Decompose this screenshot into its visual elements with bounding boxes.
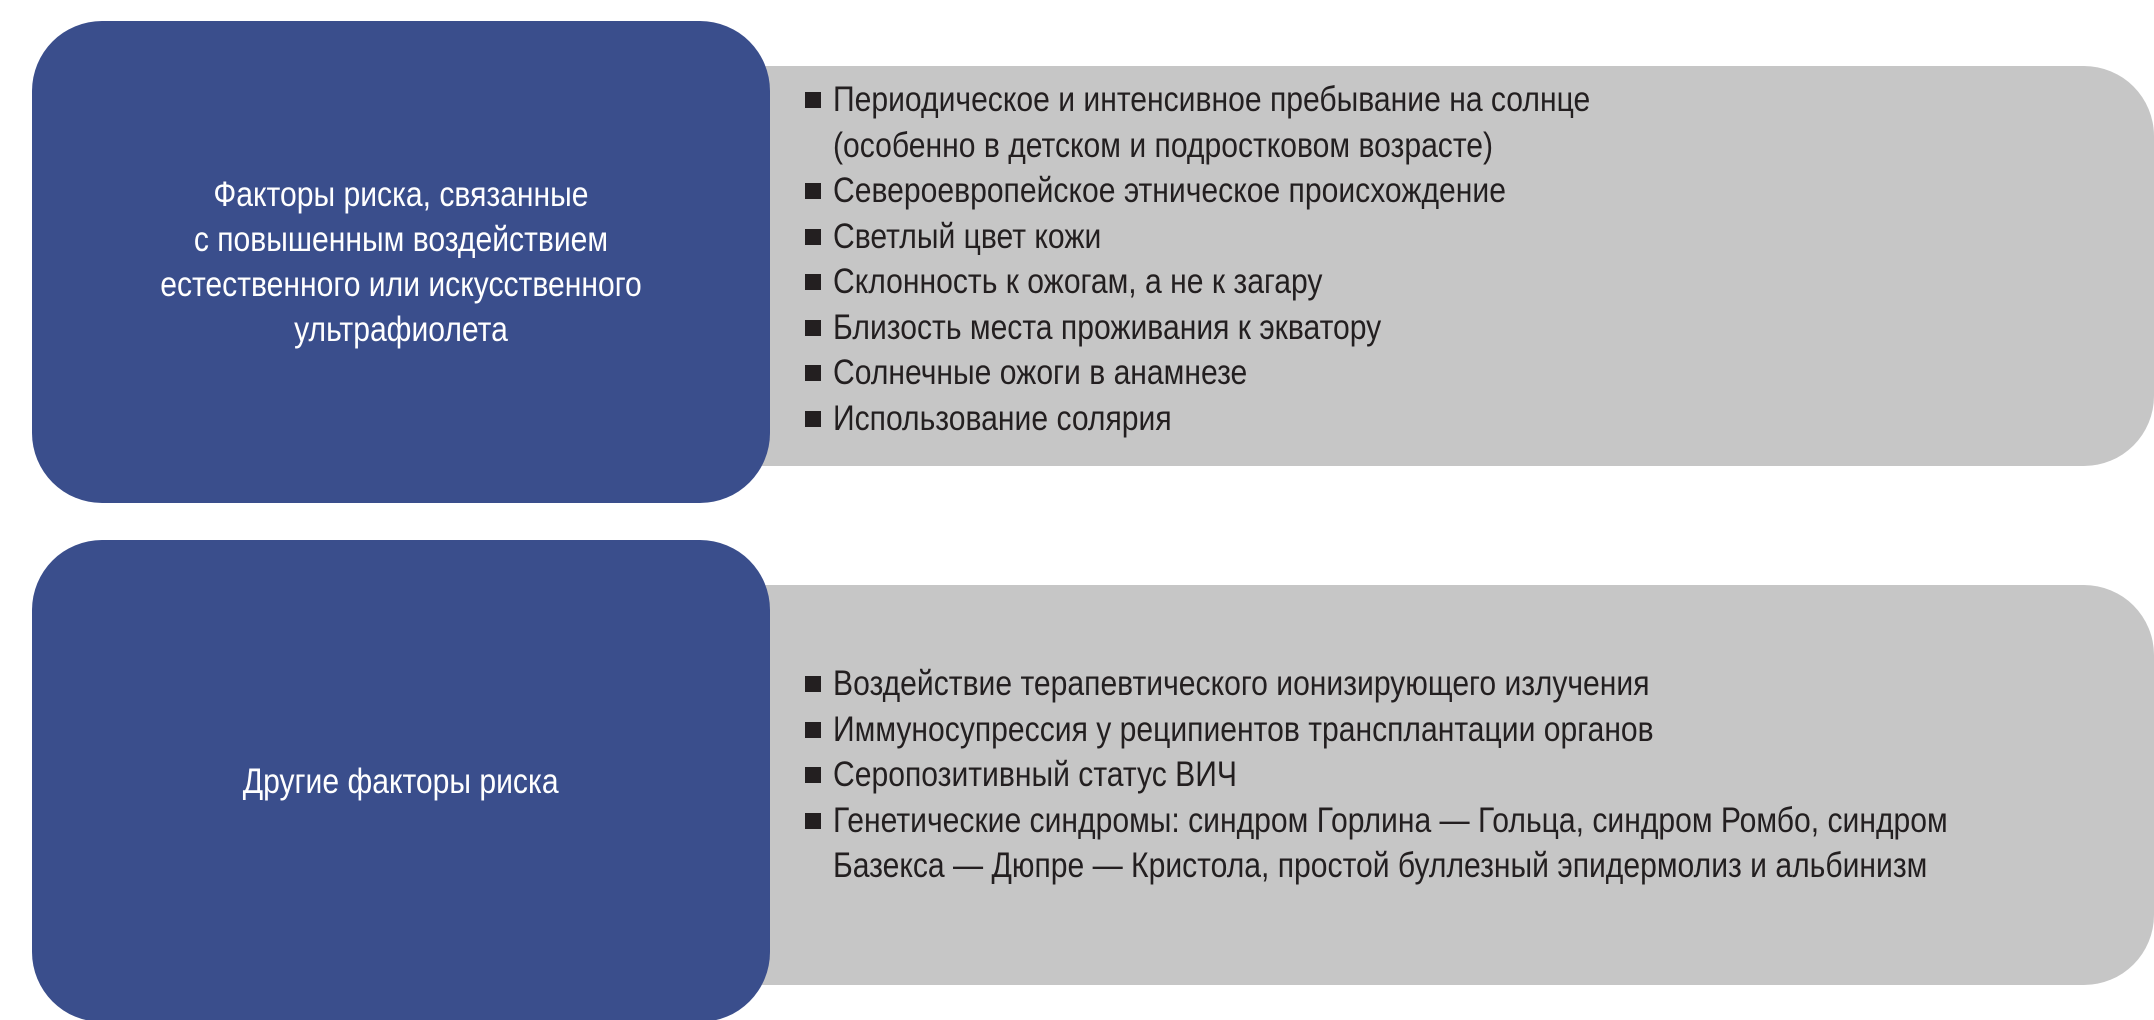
risk-factor-item: Генетические синдромы: синдром Горлина — Гольца, синдром Ромбо, синдром Базекса — Дюпре — Кристола, простой буллезный эпидермолиз и альбинизм — [805, 798, 2129, 889]
risk-group-uv — [32, 21, 2132, 503]
risk-factor-item: Серопозитивный статус ВИЧ — [805, 752, 2129, 798]
risk-factor-list — [805, 77, 1714, 441]
risk-group-header — [32, 540, 770, 1020]
risk-factor-item: Североевропейское этническое происхождение — [805, 168, 1714, 214]
risk-factor-item: Светлый цвет кожи — [805, 214, 1714, 260]
risk-group-title: Факторы риска, связанные с повышенным воздействием естественного или искусственного ультрафиолета — [160, 175, 642, 349]
square-bullet-icon — [805, 676, 821, 692]
risk-group-other — [32, 540, 2132, 1020]
risk-factor-item: Близость места проживания к экватору — [805, 305, 1714, 351]
square-bullet-icon — [805, 722, 821, 738]
square-bullet-icon — [805, 92, 821, 108]
risk-factor-item: Использование солярия — [805, 396, 1714, 442]
square-bullet-icon — [805, 274, 821, 290]
square-bullet-icon — [805, 183, 821, 199]
square-bullet-icon — [805, 411, 821, 427]
square-bullet-icon — [805, 813, 821, 829]
risk-factor-item: Воздействие терапевтического ионизирующего излучения — [805, 661, 2129, 707]
risk-group-title: Другие факторы риска — [243, 761, 559, 801]
risk-factor-item: Солнечные ожоги в анамнезе — [805, 350, 1714, 396]
risk-factor-item: Склонность к ожогам, а не к загару — [805, 259, 1714, 305]
square-bullet-icon — [805, 767, 821, 783]
risk-group-header — [32, 21, 770, 503]
risk-factor-item: Иммуносупрессия у реципиентов трансплантации органов — [805, 707, 2129, 753]
square-bullet-icon — [805, 320, 821, 336]
risk-factor-list — [805, 661, 2129, 889]
square-bullet-icon — [805, 229, 821, 245]
risk-factor-item: Периодическое и интенсивное пребывание на солнце (особенно в детском и подростковом возрасте) — [805, 77, 1714, 168]
square-bullet-icon — [805, 365, 821, 381]
